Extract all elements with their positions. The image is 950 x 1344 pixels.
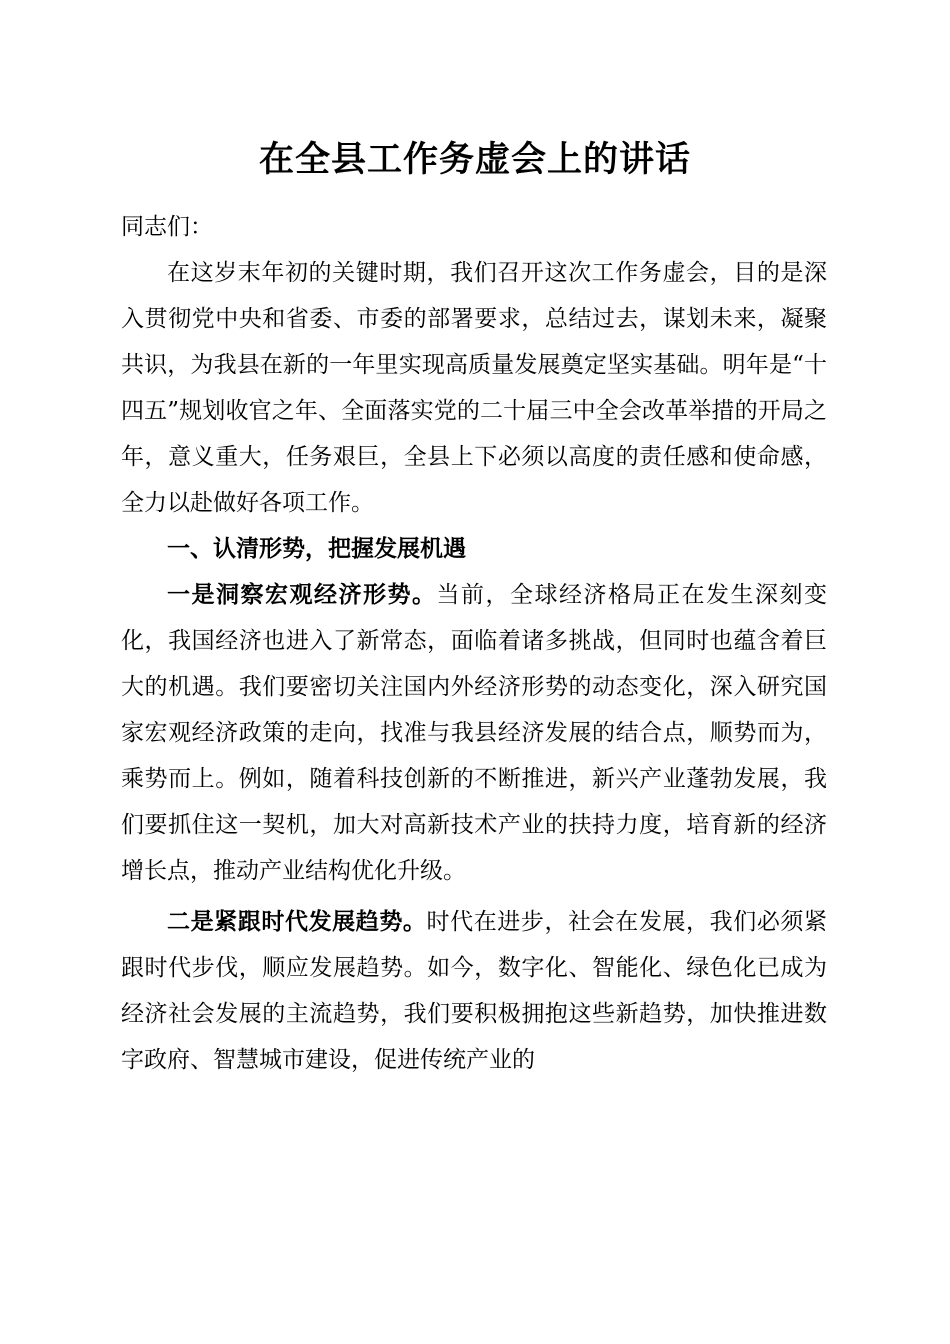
document-body xyxy=(121,204,827,1083)
point-lead-1: 一是洞察宏观经济形势。 xyxy=(167,581,437,608)
intro-paragraph: 在这岁末年初的关键时期，我们召开这次工作务虚会，目的是深入贯彻党中央和省委、市委的部署要求，总结过去，谋划未来，凝聚共识，为我县在新的一年里实现高质量发展奠定坚实基础。明年是“十四五”规划收官之年、全面落实党的二十届三中全会改革举措的开局之年，意义重大，任务艰巨，全县上下必须以高度的责任感和使命感，全力以赴做好各项工作。 xyxy=(121,260,827,516)
document-title: 在全县工作务虚会上的讲话 xyxy=(258,139,691,180)
point-paragraph-1 xyxy=(121,572,827,894)
section-heading: 一、认清形势，把握发展机遇 xyxy=(167,536,466,562)
point-text-1: 当前，全球经济格局正在发生深刻变化，我国经济也进入了新常态，面临着诸多挑战，但同时也蕴含着巨大的机遇。我们要密切关注国内外经济形势的动态变化，深入研究国家宏观经济政策的走向，找准与我县经济发展的结合点，顺势而为，乘势而上。例如，随着科技创新的不断推进，新兴产业蓬勃发展，我们要抓住这一契机，加大对高新技术产业的扶持力度，培育新的经济增长点，推动产业结构优化升级。 xyxy=(121,582,827,884)
point-lead-2: 二是紧跟时代发展趋势。 xyxy=(167,908,427,935)
salutation: 同志们： xyxy=(121,214,213,240)
point-paragraph-2 xyxy=(121,899,827,1083)
point-text-2: 时代在进步，社会在发展，我们必须紧跟时代步伐，顺应发展趋势。如今，数字化、智能化、绿色化已成为经济社会发展的主流趋势，我们要积极拥抱这些新趋势，加快推进数字政府、智慧城市建设，促进传统产业的 xyxy=(121,909,828,1073)
